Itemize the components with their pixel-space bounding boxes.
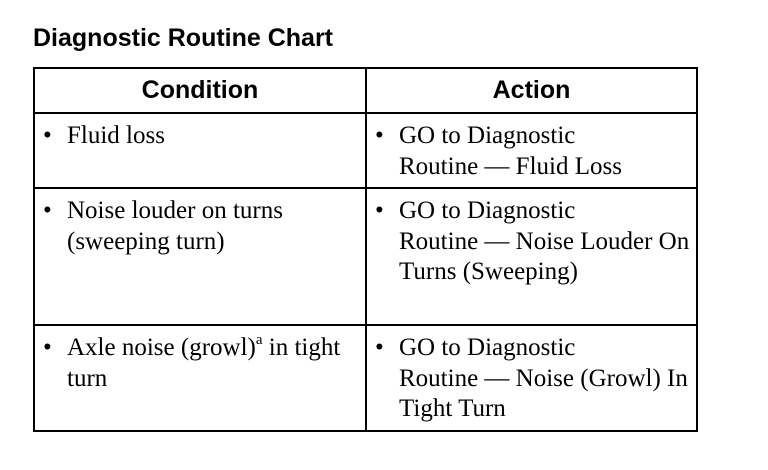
bullet-icon: • <box>375 334 384 361</box>
bullet-icon: • <box>43 122 52 149</box>
table-row <box>34 113 697 188</box>
chart-title: Diagnostic Routine Chart <box>33 24 334 52</box>
condition-text: Fluid loss <box>67 122 165 149</box>
action-cell <box>366 188 697 325</box>
action-text: GO to Diagnostic Routine — Noise (Growl) In Tight Turn <box>399 334 688 422</box>
table-row <box>34 188 697 325</box>
condition-cell <box>34 113 366 188</box>
action-text: GO to Diagnostic Routine — Noise Louder On Turns (Sweeping) <box>399 197 690 285</box>
bullet-icon: • <box>375 122 384 149</box>
header-row <box>34 68 697 113</box>
bullet-icon: • <box>375 197 384 224</box>
condition-cell <box>34 188 366 325</box>
condition-cell <box>34 325 366 431</box>
bullet-icon: • <box>43 197 52 224</box>
diagnostic-table <box>33 67 698 432</box>
action-text: GO to Diagnostic Routine — Fluid Loss <box>399 122 622 180</box>
bullet-icon: • <box>43 334 52 361</box>
condition-text: Axle noise (growl)$^a$ in tight turn <box>67 331 341 392</box>
table-row <box>34 325 697 431</box>
condition-header: Condition <box>34 68 366 113</box>
action-cell <box>366 325 697 431</box>
action-header: Action <box>366 68 697 113</box>
action-cell <box>366 113 697 188</box>
condition-text: Noise louder on turns (sweeping turn) <box>67 197 283 255</box>
footnote-marker: a <box>255 331 263 348</box>
